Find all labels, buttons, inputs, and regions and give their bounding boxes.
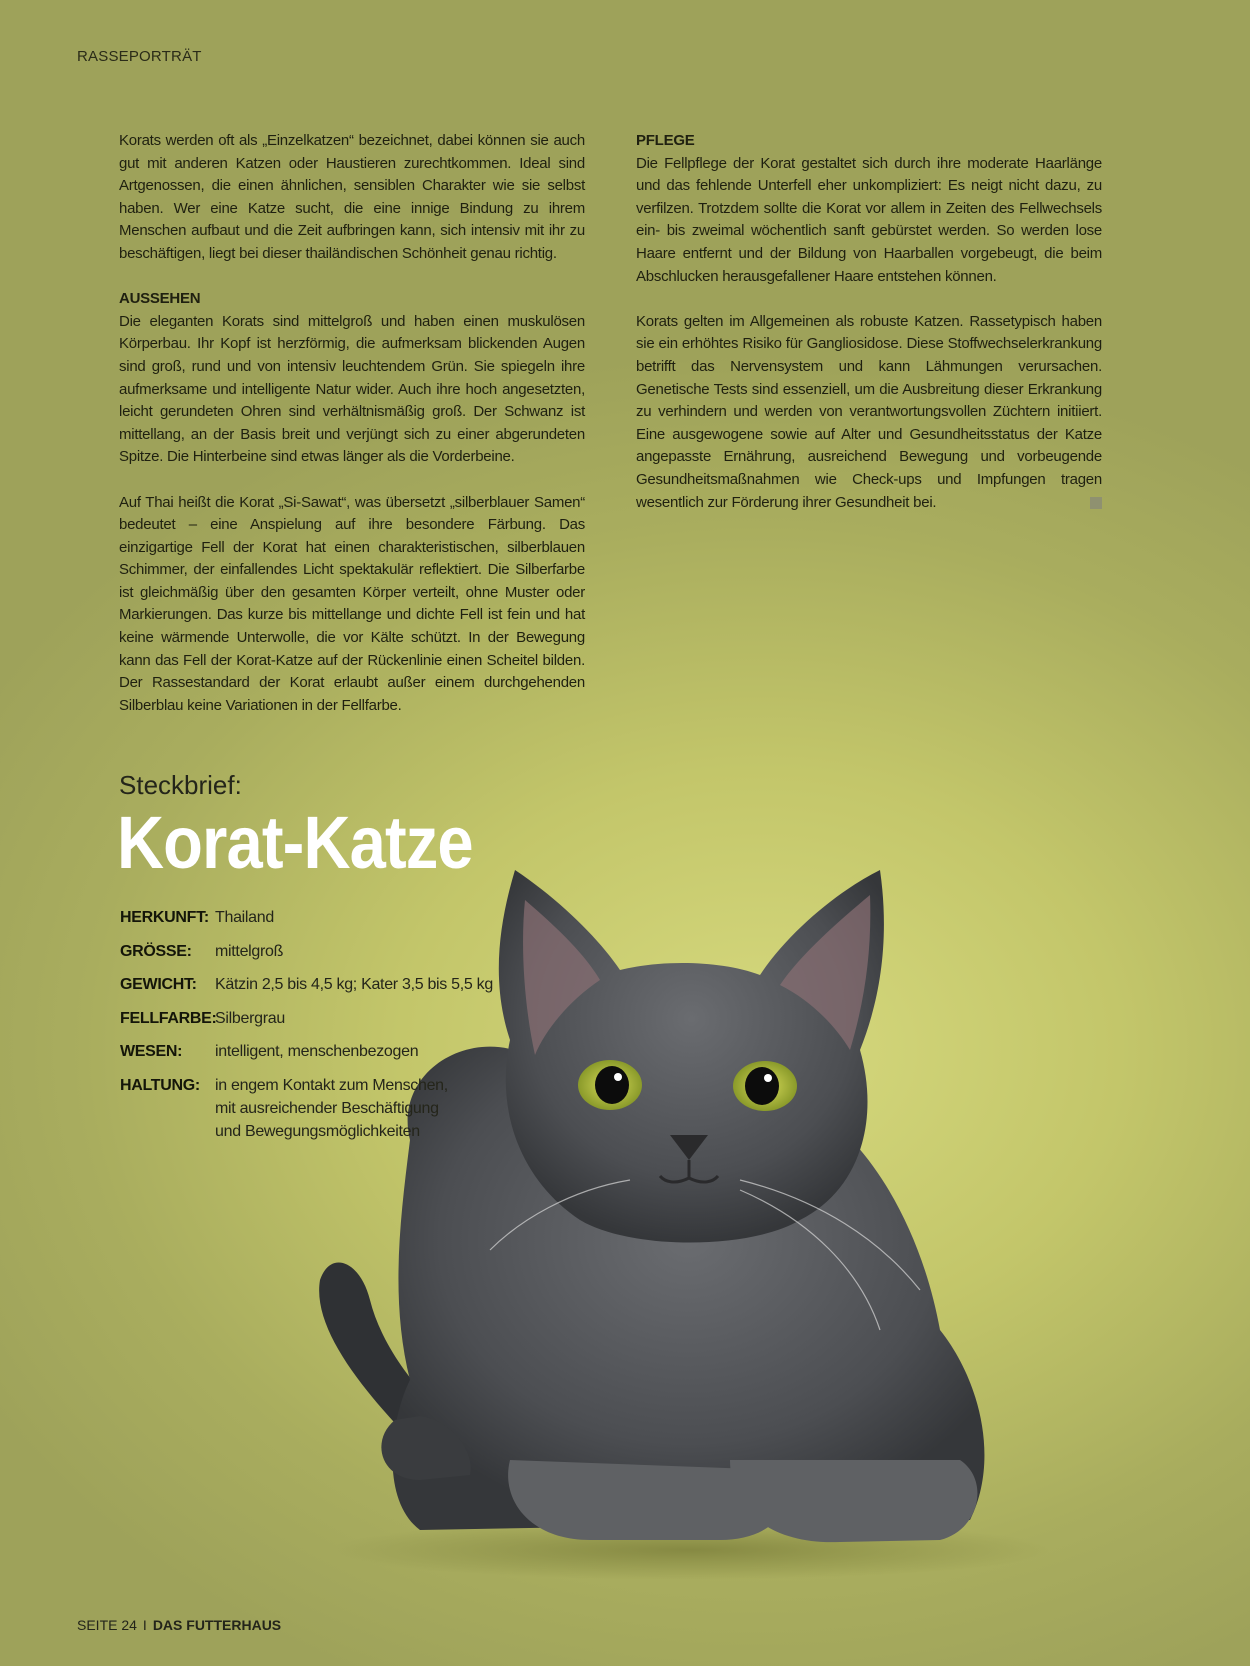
- fact-gewicht: [120, 973, 510, 996]
- fact-key: GEWICHT:: [120, 976, 197, 993]
- steckbrief-title: Korat-Katze: [117, 801, 473, 884]
- fact-value: in engem Kontakt zum Menschen, mit ausreichender Beschäftigung und Bewegungsmöglichkeiten: [215, 1076, 448, 1140]
- fact-value: mittelgroß: [215, 942, 284, 960]
- pflege-paragraph: Die Fellpflege der Korat gestaltet sich durch ihre moderate Haarlänge und das fehlende Unterfell eher unkompliziert: Es neigt nicht dazu, zu verfilzen. Trotzdem sollte die Korat vor allem in Zeiten des Fellwechsels ein- bis zweimal wöchentlich sanft gebürstet werden. So werden lose Haare entfernt und der Bildung von Haarballen vorgebeugt, die beim Abschlucken herausgefallener Haare entstehen können.: [636, 154, 1102, 285]
- page-number: SEITE 24: [77, 1617, 137, 1633]
- cat-head: [499, 870, 884, 1243]
- intro-paragraph: Korats werden oft als „Einzelkatzen“ bezeichnet, dabei können sie auch gut mit anderen Katzen oder Haustieren zurechtkommen. Ideal sind Artgenossen, die einen ähnlichen, sensiblen Charakter wie sie selbst haben. Wer eine Katze sucht, die eine innige Bindung zu ihrem Menschen aufbaut und die Zeit aufbringen kann, sich intensiv mit ihr zu beschäftigen, liegt bei dieser thailändischen Schönheit genau richtig.: [119, 132, 585, 262]
- fact-fellfarbe: [120, 1007, 510, 1030]
- fact-key: HALTUNG:: [120, 1076, 200, 1094]
- fact-key: WESEN:: [120, 1043, 183, 1060]
- fact-herkunft: [120, 906, 510, 929]
- steckbrief-facts: [120, 906, 510, 1153]
- magazine-brand: DAS FUTTERHAUS: [152, 1617, 282, 1633]
- fell-paragraph: Auf Thai heißt die Korat „Si-Sawat“, was übersetzt „silberblauer Samen“ bedeutet – eine Anspielung auf ihre besondere Färbung. Das einzigartige Fell der Korat hat einen charakteristischen, silberblauen Schimmer, der einfallendes Licht spektakulär reflektiert. Die Silberfarbe ist gleichmäßig über den gesamten Körper verteilt, ohne Muster oder Markierungen. Das kurze bis mittellange und dichte Fell ist fein und hat keine wärmende Unterwolle, die vor Kälte schützt. In der Bewegung kann das Fell der Korat-Katze auf der Rückenlinie einen Scheitel bilden. Der Rassestandard der Korat erlaubt außer einem durchgehenden Silberblau keine Variationen in der Fellfarbe.: [119, 493, 585, 714]
- fact-key: FELLFARBE:: [120, 1009, 217, 1027]
- gesundheit-paragraph: Korats gelten im Allgemeinen als robuste Katzen. Rassetypisch haben sie ein erhöhtes Risiko für Gangliosidose. Diese Stoffwechselerkrankung betrifft das Nervensystem und kann Lähmungen verursachen. Genetische Tests sind essenziell, um die Ausbreitung dieser Erkrankung zu verhindern und werden von verantwortungsvollen Züchtern initiiert. Eine ausgewogene sowie auf Alter und Gesundheitsstatus der Katze angepasste Ernährung, ausreichend Bewegung und vorbeugende Gesundheitsmaßnahmen wie Check-ups und Impfungen tragen wesentlich zur Förderung ihrer Gesundheit bei.: [636, 312, 1102, 511]
- fact-value: Kätzin 2,5 bis 4,5 kg; Kater 3,5 bis 5,5 kg: [215, 976, 493, 993]
- fact-groesse: [120, 940, 510, 963]
- steckbrief-label: Steckbrief:: [119, 770, 242, 800]
- aussehen-paragraph: Die eleganten Korats sind mittelgroß und haben einen muskulösen Körperbau. Ihr Kopf ist herzförmig, die aufmerksam blickenden Augen sind groß, rund und von intensiv leuchtendem Grün. Sie spiegeln ihre aufmerksame und intelligente Natur wider. Auch ihre hoch angesetzten, leicht gerundeten Ohren sind verhältnismäßig groß. Der Schwanz ist mittellang, an der Basis breit und verjüngt sich zu einer abgerundeten Spitze. Die Hinterbeine sind etwas länger als die Vorderbeine.: [119, 312, 585, 466]
- fact-key: HERKUNFT:: [120, 909, 209, 926]
- section-kicker: RASSEPORTRÄT: [77, 48, 202, 65]
- cat-front-paws: [508, 1460, 977, 1542]
- fact-value: intelligent, menschenbezogen: [215, 1043, 419, 1060]
- fact-value: Thailand: [215, 909, 274, 926]
- fact-wesen: [120, 1040, 510, 1063]
- aussehen-heading: AUSSEHEN: [119, 290, 201, 308]
- end-of-article-mark-icon: [1090, 497, 1102, 509]
- article-right-column: [636, 130, 1102, 514]
- footer-separator: I: [142, 1617, 147, 1633]
- pflege-heading: PFLEGE: [636, 132, 695, 149]
- article-left-column: [119, 130, 585, 740]
- fact-key: GRÖSSE:: [120, 942, 192, 960]
- page-footer: [77, 1617, 281, 1633]
- fact-value: Silbergrau: [215, 1009, 285, 1027]
- fact-haltung: [120, 1074, 510, 1143]
